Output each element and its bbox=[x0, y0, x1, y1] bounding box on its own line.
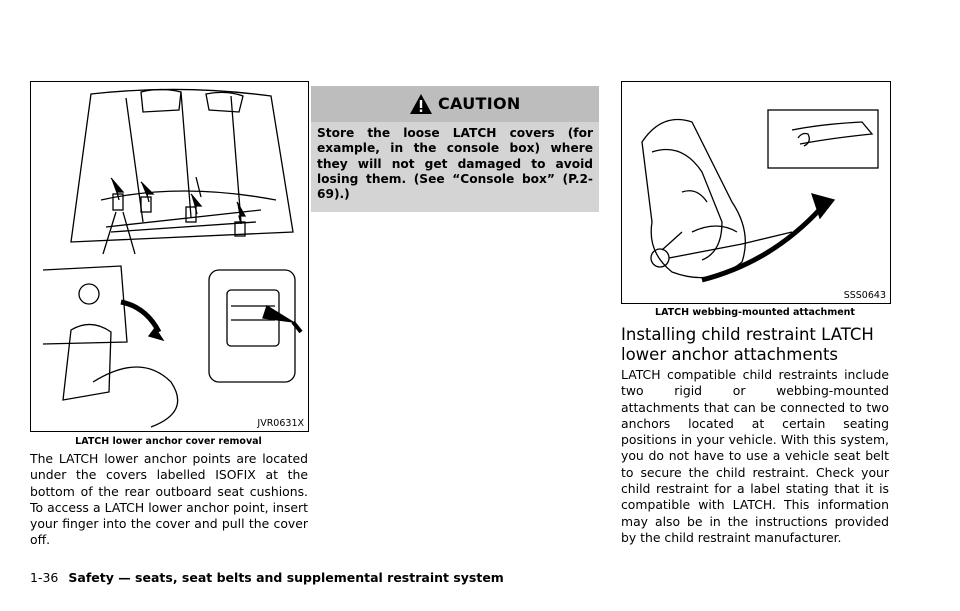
page-footer bbox=[30, 570, 504, 585]
section-body: LATCH compatible child restraints include two rigid or webbing-mounted attachments that can be connected to two anchors located at certain seating positions in your vehicle. With this system, you do not have to use a vehicle seat belt to secure the child restraint. Check your child restraint for a label stating that it is compatible with LATCH. This information may also be in the instructions provided by the child restraint manufacturer. bbox=[621, 367, 889, 545]
figure-code: JVR0631X bbox=[257, 418, 304, 429]
latch-cover-removal-figure bbox=[30, 81, 309, 432]
body-paragraph: The LATCH lower anchor points are located under the covers labelled ISOFIX at the bottom of the rear outboard seat cushions. To access a LATCH lower anchor point, insert your finger into the cover and pull the cover off. bbox=[30, 451, 308, 548]
warning-triangle-icon bbox=[409, 93, 433, 115]
caution-text: Store the loose LATCH covers (for example, in the console box) where they will not get damaged to avoid losing them. (See “Console box” (P.2-69).) bbox=[317, 126, 593, 202]
caution-title: CAUTION bbox=[438, 94, 521, 113]
figure-caption: LATCH webbing-mounted attachment bbox=[655, 307, 855, 318]
webbing-attachment-figure bbox=[621, 81, 891, 304]
figure-code: SSS0643 bbox=[843, 290, 886, 301]
figure-caption: LATCH lower anchor cover removal bbox=[75, 436, 262, 447]
page-number: 1-36 bbox=[30, 570, 59, 585]
latch-cover-illustration bbox=[31, 82, 308, 431]
webbing-attachment-illustration bbox=[622, 82, 890, 303]
caution-header bbox=[311, 86, 599, 122]
caution-box bbox=[311, 86, 599, 212]
section-heading: Installing child restraint LATCH lower anchor attachments bbox=[621, 325, 874, 364]
chapter-title: Safety — seats, seat belts and supplemental restraint system bbox=[68, 570, 504, 585]
